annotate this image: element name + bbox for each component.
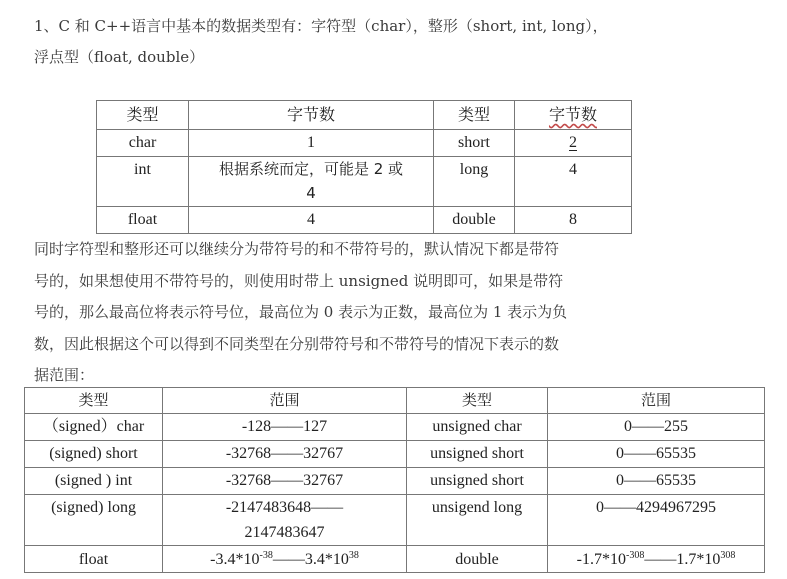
cell-signed-range: -32768——32767 <box>163 441 407 468</box>
cell-bytes-line: 4 <box>306 184 316 202</box>
exponent: -308 <box>625 549 645 561</box>
cell-range-line: 2147483647 <box>244 524 325 541</box>
cell-bytes: 4 <box>189 207 434 234</box>
cell-range-line: -2147483648—— <box>225 499 344 516</box>
range-separator: —— <box>644 550 677 568</box>
header-type: 类型 <box>97 101 189 130</box>
table-row <box>25 546 765 573</box>
cell-bytes: 4 <box>515 157 632 207</box>
table-row <box>25 495 765 546</box>
cell-type: char <box>97 130 189 157</box>
cell-unsigned-type: unsigned char <box>407 414 548 441</box>
desc-line: 据范围： <box>34 366 95 384</box>
cell-unsigned-range: 0——255 <box>548 414 765 441</box>
desc-line: 号的，如果想使用不带符号的，则使用时带上 unsigned 说明即可，如果是带符 <box>34 271 564 290</box>
header-range: 范围 <box>163 388 407 414</box>
range-separator: —— <box>272 550 305 568</box>
cell-signed-range <box>163 495 407 546</box>
header-bytes: 字节数 <box>189 101 434 130</box>
cell-type: double <box>434 207 515 234</box>
desc-line: 同时字符型和整形还可以继续分为带符号的和不带符号的，默认情况下都是带符 <box>34 240 560 258</box>
cell-type: float <box>97 207 189 234</box>
cell-unsigned-range <box>548 546 765 573</box>
cell-bytes: 8 <box>515 207 632 234</box>
range-min: -1.7*10 <box>576 550 626 568</box>
range-max: 3.4*10 <box>304 550 349 568</box>
cell-unsigned-range: 0——65535 <box>548 468 765 495</box>
cell-type: int <box>97 157 189 207</box>
desc-line: 号的，那么最高位将表示符号位，最高位为 0 表示为正数，最高位为 1 表示为负 <box>34 303 568 321</box>
cell-type: long <box>434 157 515 207</box>
table-header-row <box>97 101 632 130</box>
intro-line: 浮点型（float, double） <box>34 48 205 66</box>
header-range: 范围 <box>548 388 765 414</box>
cell-signed-type: （signed）char <box>25 414 163 441</box>
desc-line: 数，因此根据这个可以得到不同类型在分别带符号和不带符号的情况下表示的数 <box>34 334 560 353</box>
description-paragraph <box>34 234 734 392</box>
cell-bytes: 1 <box>189 130 434 157</box>
cell-signed-type: (signed) short <box>25 441 163 468</box>
cell-signed-type: float <box>25 546 163 573</box>
exponent: -38 <box>259 549 273 561</box>
intro-paragraph <box>34 11 734 73</box>
cell-unsigned-type: unsigned short <box>407 468 548 495</box>
cell-bytes-text: 2 <box>569 134 577 151</box>
cell-bytes-line: 根据系统而定，可能是 2 或 <box>218 160 404 178</box>
cell-signed-type: (signed) long <box>25 495 163 546</box>
cell-unsigned-type: unsigned short <box>407 441 548 468</box>
cell-unsigned-type: double <box>407 546 548 573</box>
cell-signed-range <box>163 546 407 573</box>
cell-unsigned-type: unsigend long <box>407 495 548 546</box>
table-row <box>97 157 632 207</box>
cell-signed-range: -128——127 <box>163 414 407 441</box>
header-type: 类型 <box>25 388 163 414</box>
cell-bytes <box>515 130 632 157</box>
range-max: 1.7*10 <box>676 550 721 568</box>
header-type: 类型 <box>407 388 548 414</box>
cell-type: short <box>434 130 515 157</box>
exponent: 308 <box>720 549 736 561</box>
byte-size-table <box>96 100 632 234</box>
cell-bytes <box>189 157 434 207</box>
cell-signed-range: -32768——32767 <box>163 468 407 495</box>
table-row <box>25 441 765 468</box>
table-header-row <box>25 388 765 414</box>
table-row <box>25 414 765 441</box>
cell-unsigned-range: 0——65535 <box>548 441 765 468</box>
header-bytes-text: 字节数 <box>548 105 597 124</box>
cell-unsigned-range: 0——4294967295 <box>548 495 765 546</box>
header-bytes <box>515 101 632 130</box>
range-min: -3.4*10 <box>210 550 260 568</box>
table-row <box>25 468 765 495</box>
intro-line: 1、C 和 C++语言中基本的数据类型有：字符型（char），整形（short, int, long）， <box>34 17 608 35</box>
table-row <box>97 207 632 234</box>
table-row <box>97 130 632 157</box>
header-type: 类型 <box>434 101 515 130</box>
cell-signed-type: (signed ) int <box>25 468 163 495</box>
range-table <box>24 387 765 573</box>
exponent: 38 <box>348 549 359 561</box>
